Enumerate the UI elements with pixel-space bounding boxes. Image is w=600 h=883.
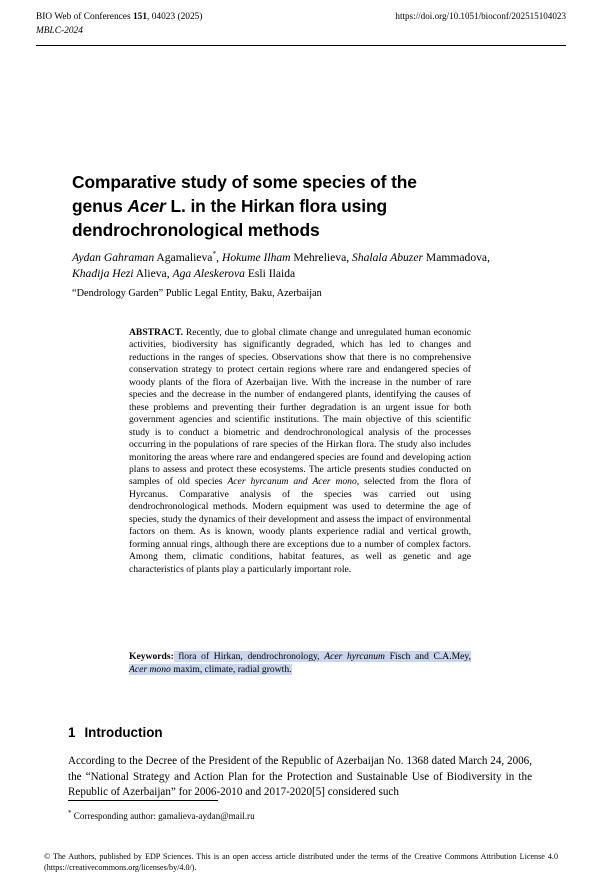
journal-volume: 151 (132, 12, 148, 22)
author-sep-1: , (216, 251, 222, 264)
author-4-family: Alieva (133, 267, 167, 281)
author-5-family: Esli Ilaida (244, 267, 296, 281)
section-heading-introduction (68, 724, 163, 742)
keywords-part-3: maxim, climate, radial growth. (170, 663, 292, 675)
header-rule (36, 45, 566, 46)
keywords-block (129, 651, 471, 676)
running-head-row (36, 10, 566, 24)
author-3-given: Shalala Abuzer (352, 251, 423, 264)
keywords-part-1: flora of Hirkan, dendrochronology, (173, 651, 325, 662)
journal-citation (36, 11, 203, 24)
abstract-species-italic: Acer hyrcanum and Acer mono (227, 476, 357, 488)
author-5-given: Aga Aleskerova (172, 267, 245, 281)
introduction-paragraph: According to the Decree of the President of the Republic of Azerbaijan No. 1368 dated March 24, 2006, the “National Strategy and Action Plan for the Protection and Sustainable Use of Biodiversity in the Republic of Azerbaijan” for 2006-2010 and 2017-2020[5] considered such (68, 755, 532, 798)
keywords-species-1: Acer hyrcanum (324, 651, 385, 662)
footnote-text: Corresponding author: gamalieva-aydan@mail.ru (71, 811, 255, 821)
author-sep-4: , (166, 267, 173, 281)
copyright-notice: © The Authors, published by EDP Sciences. This is an open access article distributed under the terms of the Creative Commons Attribution License 4.0 (https://creativecommons.org/licenses/by/4.0/). (44, 852, 558, 873)
author-sep-3: , (487, 251, 490, 264)
corresponding-author-marker: * (212, 249, 217, 259)
author-1-family: Agamalieva (154, 251, 213, 264)
author-4-given: Khadija Hezi (72, 267, 134, 281)
doi-link[interactable]: https://doi.org/10.1051/bioconf/202515104023 (395, 11, 566, 21)
running-head (36, 10, 566, 38)
author-1-given: Aydan Gahraman (72, 251, 155, 264)
conference-name: MBLC-2024 (36, 26, 83, 36)
abstract-label: ABSTRACT. (129, 327, 183, 338)
title-line-1: Comparative study of some species of the (72, 171, 417, 192)
keywords-label: Keywords: (129, 651, 174, 662)
article-title (72, 170, 532, 243)
corresponding-author-footnote (68, 810, 468, 822)
abstract-text-part-1: Recently, due to global climate change and unregulated human economic activities, biodiversity has significantly degraded, which has led to changes and reductions in the ranges of species. Observations show that there is no comprehensive conservation strategy to protect certain regions where rare and endangered species of woody plants of the flora of Azerbaijan live. With the increase in the number of rare species and the decrease in the number of endangered plants, identifying the causes of these problems and preventing their further degradation is an urgent issue for both government agencies and scientific institutions. The main objective of this scientific study is to conduct a biometric and dendrochronological analysis of the processes occurring in the populations of rare species of the Hirkan flora. The study also includes monitoring the areas where rare and endangered species are found and developing action plans to assess and protect these ecosystems. The article presents studies conducted on samples of old species (129, 327, 471, 488)
author-sep-2: , (346, 251, 353, 264)
keywords-highlighted-text (129, 651, 471, 675)
section-number: 1 (68, 725, 76, 741)
author-2-given: Hokume Ilham (221, 251, 291, 264)
abstract-text-part-2: , selected from the flora of Hyrcanus. Comparative analysis of the species was carried out using dendrochronological methods. Modern equipment was used to determine the age of species, study the dynamics of their development and assess the impact of environmental factors on them. As is known, woody plants experience radial and vertical growth, forming annual rings, although there are exceptions due to a number of complex factors. Among them, climatic conditions, habitat features, as well as genetic and age characteristics of plants play a particularly important role. (129, 476, 471, 575)
title-line-2-pre: genus (72, 196, 128, 217)
section-title: Introduction (84, 725, 163, 741)
journal-article-number: , 04023 (2025) (147, 12, 203, 22)
title-line-2-post: L. in the Hirkan flora using (165, 196, 388, 217)
title-line-3: dendrochronological methods (72, 220, 320, 241)
author-list (72, 250, 524, 283)
journal-name: BIO Web of Conferences (36, 12, 133, 22)
author-2-family: Mehrelieva (290, 251, 347, 264)
keywords-species-2: Acer mono (129, 663, 171, 675)
footnote-marker: * (68, 808, 72, 817)
affiliation: “Dendrology Garden” Public Legal Entity, Baku, Azerbaijan (72, 288, 322, 299)
title-genus-italic: Acer (127, 196, 166, 217)
author-3-family: Mammadova (422, 251, 488, 264)
keywords-part-2: Fisch and C.A.Mey, (384, 651, 471, 662)
abstract-block (129, 327, 471, 576)
footnote-rule (68, 800, 218, 801)
